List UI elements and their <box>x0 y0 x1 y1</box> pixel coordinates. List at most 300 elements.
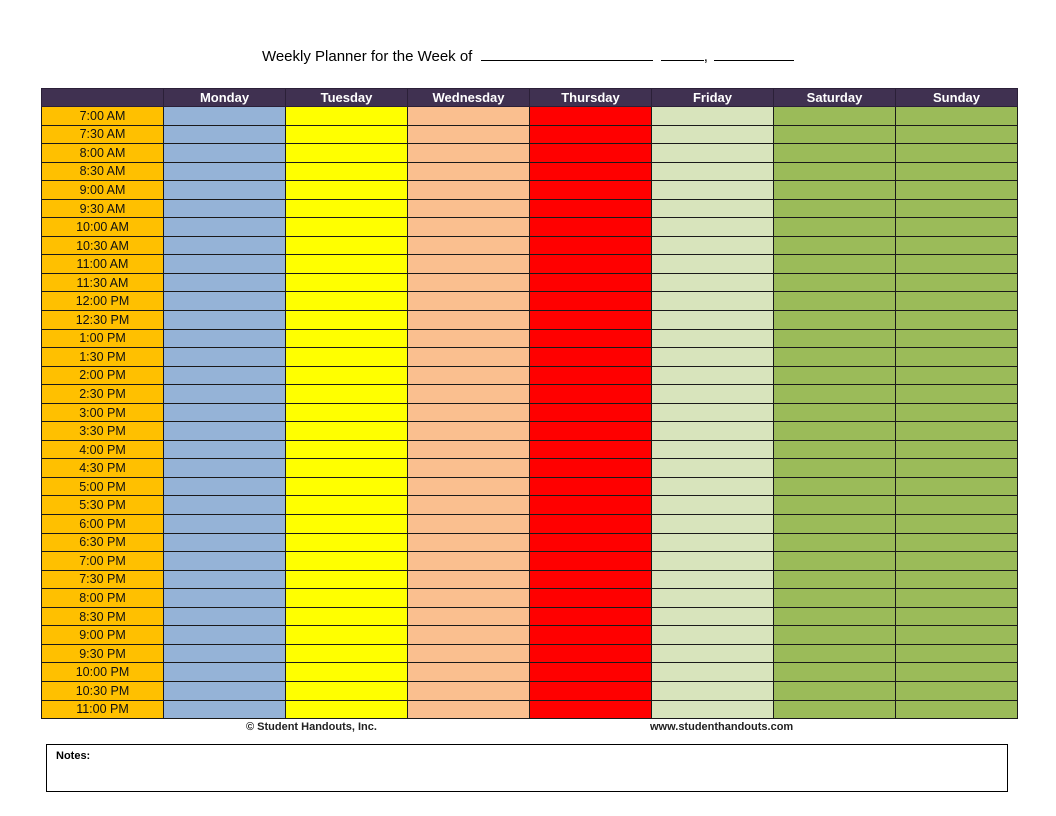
slot-cell-thursday[interactable] <box>530 199 652 218</box>
slot-cell-saturday[interactable] <box>774 162 896 181</box>
time-slot-row <box>42 385 1018 404</box>
slot-cell-thursday[interactable] <box>530 255 652 274</box>
slot-cell-friday[interactable] <box>652 311 774 330</box>
slot-cell-wednesday[interactable] <box>408 366 530 385</box>
time-label: 10:00 PM <box>42 663 164 682</box>
slot-cell-thursday[interactable] <box>530 348 652 367</box>
slot-cell-tuesday[interactable] <box>286 589 408 608</box>
slot-cell-wednesday[interactable] <box>408 292 530 311</box>
slot-cell-wednesday[interactable] <box>408 644 530 663</box>
slot-cell-wednesday[interactable] <box>408 107 530 126</box>
slot-cell-tuesday[interactable] <box>286 515 408 534</box>
slot-cell-saturday[interactable] <box>774 440 896 459</box>
slot-cell-friday[interactable] <box>652 589 774 608</box>
time-slot-row <box>42 626 1018 645</box>
slot-cell-wednesday[interactable] <box>408 626 530 645</box>
slot-cell-sunday[interactable] <box>896 144 1018 163</box>
time-label: 2:00 PM <box>42 366 164 385</box>
slot-cell-wednesday[interactable] <box>408 440 530 459</box>
time-label: 5:00 PM <box>42 477 164 496</box>
slot-cell-friday[interactable] <box>652 663 774 682</box>
slot-cell-wednesday[interactable] <box>408 125 530 144</box>
slot-cell-saturday[interactable] <box>774 199 896 218</box>
slot-cell-saturday[interactable] <box>774 125 896 144</box>
slot-cell-sunday[interactable] <box>896 385 1018 404</box>
slot-cell-friday[interactable] <box>652 515 774 534</box>
slot-cell-tuesday[interactable] <box>286 385 408 404</box>
slot-cell-tuesday[interactable] <box>286 218 408 237</box>
slot-cell-saturday[interactable] <box>774 144 896 163</box>
slot-cell-sunday[interactable] <box>896 681 1018 700</box>
slot-cell-saturday[interactable] <box>774 515 896 534</box>
slot-cell-thursday[interactable] <box>530 292 652 311</box>
slot-cell-tuesday[interactable] <box>286 236 408 255</box>
slot-cell-thursday[interactable] <box>530 311 652 330</box>
slot-cell-thursday[interactable] <box>530 496 652 515</box>
slot-cell-wednesday[interactable] <box>408 144 530 163</box>
time-label: 10:30 AM <box>42 236 164 255</box>
slot-cell-tuesday[interactable] <box>286 366 408 385</box>
slot-cell-wednesday[interactable] <box>408 329 530 348</box>
slot-cell-saturday[interactable] <box>774 181 896 200</box>
slot-cell-sunday[interactable] <box>896 422 1018 441</box>
slot-cell-wednesday[interactable] <box>408 311 530 330</box>
slot-cell-sunday[interactable] <box>896 292 1018 311</box>
time-slot-row <box>42 107 1018 126</box>
slot-cell-saturday[interactable] <box>774 292 896 311</box>
slot-cell-wednesday[interactable] <box>408 459 530 478</box>
slot-cell-friday[interactable] <box>652 496 774 515</box>
time-slot-row <box>42 292 1018 311</box>
slot-cell-monday[interactable] <box>164 199 286 218</box>
slot-cell-monday[interactable] <box>164 515 286 534</box>
slot-cell-monday[interactable] <box>164 496 286 515</box>
slot-cell-sunday[interactable] <box>896 311 1018 330</box>
slot-cell-friday[interactable] <box>652 626 774 645</box>
slot-cell-tuesday[interactable] <box>286 644 408 663</box>
time-label: 8:00 AM <box>42 144 164 163</box>
slot-cell-thursday[interactable] <box>530 273 652 292</box>
slot-cell-friday[interactable] <box>652 700 774 719</box>
slot-cell-sunday[interactable] <box>896 440 1018 459</box>
slot-cell-sunday[interactable] <box>896 496 1018 515</box>
header-row <box>42 89 1018 107</box>
slot-cell-wednesday[interactable] <box>408 589 530 608</box>
slot-cell-thursday[interactable] <box>530 607 652 626</box>
slot-cell-wednesday[interactable] <box>408 515 530 534</box>
slot-cell-tuesday[interactable] <box>286 162 408 181</box>
slot-cell-saturday[interactable] <box>774 311 896 330</box>
slot-cell-tuesday[interactable] <box>286 199 408 218</box>
slot-cell-tuesday[interactable] <box>286 477 408 496</box>
slot-cell-friday[interactable] <box>652 477 774 496</box>
slot-cell-saturday[interactable] <box>774 273 896 292</box>
slot-cell-monday[interactable] <box>164 366 286 385</box>
slot-cell-thursday[interactable] <box>530 422 652 441</box>
time-slot-row <box>42 144 1018 163</box>
slot-cell-thursday[interactable] <box>530 589 652 608</box>
time-label: 1:00 PM <box>42 329 164 348</box>
slot-cell-thursday[interactable] <box>530 459 652 478</box>
slot-cell-thursday[interactable] <box>530 181 652 200</box>
day-header-monday: Monday <box>164 89 286 107</box>
slot-cell-saturday[interactable] <box>774 107 896 126</box>
slot-cell-thursday[interactable] <box>530 144 652 163</box>
time-slot-row <box>42 515 1018 534</box>
slot-cell-wednesday[interactable] <box>408 385 530 404</box>
notes-label: Notes: <box>56 750 91 762</box>
slot-cell-tuesday[interactable] <box>286 422 408 441</box>
time-label: 7:30 PM <box>42 570 164 589</box>
slot-cell-thursday[interactable] <box>530 515 652 534</box>
day-header-thursday: Thursday <box>530 89 652 107</box>
time-slot-row <box>42 663 1018 682</box>
slot-cell-thursday[interactable] <box>530 626 652 645</box>
slot-cell-monday[interactable] <box>164 348 286 367</box>
slot-cell-friday[interactable] <box>652 199 774 218</box>
time-slot-row <box>42 681 1018 700</box>
slot-cell-friday[interactable] <box>652 570 774 589</box>
slot-cell-saturday[interactable] <box>774 366 896 385</box>
slot-cell-monday[interactable] <box>164 552 286 571</box>
slot-cell-tuesday[interactable] <box>286 292 408 311</box>
slot-cell-sunday[interactable] <box>896 218 1018 237</box>
time-slot-row <box>42 273 1018 292</box>
slot-cell-saturday[interactable] <box>774 329 896 348</box>
slot-cell-wednesday[interactable] <box>408 348 530 367</box>
slot-cell-thursday[interactable] <box>530 440 652 459</box>
slot-cell-wednesday[interactable] <box>408 552 530 571</box>
slot-cell-sunday[interactable] <box>896 515 1018 534</box>
time-slot-row <box>42 533 1018 552</box>
slot-cell-friday[interactable] <box>652 218 774 237</box>
slot-cell-tuesday[interactable] <box>286 533 408 552</box>
time-label: 6:30 PM <box>42 533 164 552</box>
slot-cell-saturday[interactable] <box>774 236 896 255</box>
slot-cell-tuesday[interactable] <box>286 329 408 348</box>
slot-cell-sunday[interactable] <box>896 663 1018 682</box>
time-label: 12:00 PM <box>42 292 164 311</box>
page-title <box>0 46 1056 65</box>
slot-cell-friday[interactable] <box>652 292 774 311</box>
slot-cell-monday[interactable] <box>164 403 286 422</box>
slot-cell-thursday[interactable] <box>530 477 652 496</box>
time-label: 8:30 AM <box>42 162 164 181</box>
slot-cell-saturday[interactable] <box>774 700 896 719</box>
slot-cell-thursday[interactable] <box>530 663 652 682</box>
slot-cell-sunday[interactable] <box>896 644 1018 663</box>
title-separator: , <box>703 48 708 65</box>
slot-cell-monday[interactable] <box>164 385 286 404</box>
slot-cell-thursday[interactable] <box>530 552 652 571</box>
time-label: 7:30 AM <box>42 125 164 144</box>
day-header-friday: Friday <box>652 89 774 107</box>
slot-cell-wednesday[interactable] <box>408 403 530 422</box>
slot-cell-friday[interactable] <box>652 236 774 255</box>
time-slot-row <box>42 644 1018 663</box>
slot-cell-wednesday[interactable] <box>408 700 530 719</box>
time-label: 4:00 PM <box>42 440 164 459</box>
time-label: 11:00 AM <box>42 255 164 274</box>
slot-cell-thursday[interactable] <box>530 644 652 663</box>
slot-cell-thursday[interactable] <box>530 107 652 126</box>
slot-cell-monday[interactable] <box>164 329 286 348</box>
slot-cell-sunday[interactable] <box>896 107 1018 126</box>
slot-cell-friday[interactable] <box>652 348 774 367</box>
slot-cell-saturday[interactable] <box>774 626 896 645</box>
slot-cell-wednesday[interactable] <box>408 607 530 626</box>
slot-cell-monday[interactable] <box>164 162 286 181</box>
time-label: 4:30 PM <box>42 459 164 478</box>
time-slot-row <box>42 700 1018 719</box>
slot-cell-saturday[interactable] <box>774 496 896 515</box>
slot-cell-tuesday[interactable] <box>286 144 408 163</box>
slot-cell-monday[interactable] <box>164 422 286 441</box>
slot-cell-friday[interactable] <box>652 552 774 571</box>
slot-cell-friday[interactable] <box>652 422 774 441</box>
slot-cell-monday[interactable] <box>164 218 286 237</box>
time-slot-row <box>42 218 1018 237</box>
slot-cell-tuesday[interactable] <box>286 570 408 589</box>
slot-cell-tuesday[interactable] <box>286 348 408 367</box>
slot-cell-tuesday[interactable] <box>286 403 408 422</box>
website-link[interactable]: www.studenthandouts.com <box>650 721 794 733</box>
slot-cell-friday[interactable] <box>652 181 774 200</box>
slot-cell-sunday[interactable] <box>896 552 1018 571</box>
slot-cell-wednesday[interactable] <box>408 218 530 237</box>
slot-cell-thursday[interactable] <box>530 570 652 589</box>
slot-cell-thursday[interactable] <box>530 385 652 404</box>
slot-cell-friday[interactable] <box>652 255 774 274</box>
time-label: 9:30 AM <box>42 199 164 218</box>
time-label: 3:00 PM <box>42 403 164 422</box>
time-slot-row <box>42 570 1018 589</box>
slot-cell-tuesday[interactable] <box>286 311 408 330</box>
slot-cell-tuesday[interactable] <box>286 125 408 144</box>
slot-cell-sunday[interactable] <box>896 459 1018 478</box>
slot-cell-wednesday[interactable] <box>408 422 530 441</box>
slot-cell-monday[interactable] <box>164 311 286 330</box>
slot-cell-wednesday[interactable] <box>408 477 530 496</box>
slot-cell-saturday[interactable] <box>774 348 896 367</box>
slot-cell-monday[interactable] <box>164 181 286 200</box>
slot-cell-sunday[interactable] <box>896 162 1018 181</box>
notes-box[interactable] <box>46 744 1008 792</box>
slot-cell-monday[interactable] <box>164 440 286 459</box>
slot-cell-saturday[interactable] <box>774 607 896 626</box>
time-label: 9:30 PM <box>42 644 164 663</box>
slot-cell-sunday[interactable] <box>896 477 1018 496</box>
slot-cell-monday[interactable] <box>164 681 286 700</box>
time-label: 8:30 PM <box>42 607 164 626</box>
slot-cell-thursday[interactable] <box>530 533 652 552</box>
slot-cell-monday[interactable] <box>164 273 286 292</box>
time-slot-row <box>42 366 1018 385</box>
slot-cell-wednesday[interactable] <box>408 255 530 274</box>
slot-cell-saturday[interactable] <box>774 422 896 441</box>
slot-cell-saturday[interactable] <box>774 403 896 422</box>
time-label: 2:30 PM <box>42 385 164 404</box>
slot-cell-wednesday[interactable] <box>408 199 530 218</box>
slot-cell-sunday[interactable] <box>896 589 1018 608</box>
slot-cell-monday[interactable] <box>164 477 286 496</box>
slot-cell-friday[interactable] <box>652 385 774 404</box>
slot-cell-monday[interactable] <box>164 570 286 589</box>
day-header-tuesday: Tuesday <box>286 89 408 107</box>
slot-cell-wednesday[interactable] <box>408 181 530 200</box>
slot-cell-tuesday[interactable] <box>286 552 408 571</box>
slot-cell-sunday[interactable] <box>896 403 1018 422</box>
slot-cell-wednesday[interactable] <box>408 681 530 700</box>
slot-cell-friday[interactable] <box>652 273 774 292</box>
slot-cell-thursday[interactable] <box>530 218 652 237</box>
slot-cell-thursday[interactable] <box>530 329 652 348</box>
time-label: 7:00 PM <box>42 552 164 571</box>
slot-cell-saturday[interactable] <box>774 663 896 682</box>
slot-cell-sunday[interactable] <box>896 273 1018 292</box>
slot-cell-monday[interactable] <box>164 644 286 663</box>
slot-cell-friday[interactable] <box>652 125 774 144</box>
time-label: 11:30 AM <box>42 273 164 292</box>
day-header-wednesday: Wednesday <box>408 89 530 107</box>
slot-cell-friday[interactable] <box>652 607 774 626</box>
slot-cell-tuesday[interactable] <box>286 459 408 478</box>
slot-cell-thursday[interactable] <box>530 125 652 144</box>
slot-cell-saturday[interactable] <box>774 589 896 608</box>
slot-cell-wednesday[interactable] <box>408 533 530 552</box>
slot-cell-sunday[interactable] <box>896 366 1018 385</box>
time-slot-row <box>42 459 1018 478</box>
slot-cell-saturday[interactable] <box>774 644 896 663</box>
slot-cell-friday[interactable] <box>652 329 774 348</box>
time-label: 10:30 PM <box>42 681 164 700</box>
day-blank-field[interactable] <box>661 46 704 61</box>
slot-cell-monday[interactable] <box>164 459 286 478</box>
slot-cell-thursday[interactable] <box>530 236 652 255</box>
slot-cell-sunday[interactable] <box>896 236 1018 255</box>
slot-cell-monday[interactable] <box>164 700 286 719</box>
slot-cell-saturday[interactable] <box>774 681 896 700</box>
slot-cell-tuesday[interactable] <box>286 107 408 126</box>
slot-cell-sunday[interactable] <box>896 199 1018 218</box>
slot-cell-sunday[interactable] <box>896 626 1018 645</box>
slot-cell-sunday[interactable] <box>896 255 1018 274</box>
slot-cell-thursday[interactable] <box>530 681 652 700</box>
slot-cell-monday[interactable] <box>164 255 286 274</box>
slot-cell-monday[interactable] <box>164 626 286 645</box>
time-slot-row <box>42 422 1018 441</box>
slot-cell-sunday[interactable] <box>896 348 1018 367</box>
time-slot-row <box>42 403 1018 422</box>
slot-cell-monday[interactable] <box>164 292 286 311</box>
slot-cell-thursday[interactable] <box>530 366 652 385</box>
slot-cell-monday[interactable] <box>164 663 286 682</box>
time-label: 6:00 PM <box>42 515 164 534</box>
slot-cell-tuesday[interactable] <box>286 700 408 719</box>
slot-cell-sunday[interactable] <box>896 533 1018 552</box>
slot-cell-friday[interactable] <box>652 533 774 552</box>
slot-cell-friday[interactable] <box>652 459 774 478</box>
time-slot-row <box>42 607 1018 626</box>
slot-cell-tuesday[interactable] <box>286 255 408 274</box>
slot-cell-thursday[interactable] <box>530 162 652 181</box>
slot-cell-monday[interactable] <box>164 144 286 163</box>
slot-cell-saturday[interactable] <box>774 552 896 571</box>
slot-cell-sunday[interactable] <box>896 570 1018 589</box>
time-slot-row <box>42 552 1018 571</box>
slot-cell-wednesday[interactable] <box>408 663 530 682</box>
slot-cell-sunday[interactable] <box>896 181 1018 200</box>
slot-cell-monday[interactable] <box>164 125 286 144</box>
slot-cell-thursday[interactable] <box>530 403 652 422</box>
day-header-sunday: Sunday <box>896 89 1018 107</box>
slot-cell-wednesday[interactable] <box>408 273 530 292</box>
slot-cell-monday[interactable] <box>164 107 286 126</box>
slot-cell-friday[interactable] <box>652 366 774 385</box>
slot-cell-tuesday[interactable] <box>286 496 408 515</box>
slot-cell-friday[interactable] <box>652 162 774 181</box>
slot-cell-saturday[interactable] <box>774 218 896 237</box>
time-slot-row <box>42 477 1018 496</box>
slot-cell-tuesday[interactable] <box>286 663 408 682</box>
slot-cell-tuesday[interactable] <box>286 273 408 292</box>
slot-cell-monday[interactable] <box>164 236 286 255</box>
slot-cell-wednesday[interactable] <box>408 570 530 589</box>
slot-cell-sunday[interactable] <box>896 125 1018 144</box>
planner-body <box>42 107 1018 719</box>
slot-cell-saturday[interactable] <box>774 570 896 589</box>
slot-cell-tuesday[interactable] <box>286 607 408 626</box>
slot-cell-wednesday[interactable] <box>408 236 530 255</box>
slot-cell-sunday[interactable] <box>896 700 1018 719</box>
time-label: 7:00 AM <box>42 107 164 126</box>
time-header <box>42 89 164 107</box>
time-label: 10:00 AM <box>42 218 164 237</box>
slot-cell-wednesday[interactable] <box>408 162 530 181</box>
slot-cell-tuesday[interactable] <box>286 440 408 459</box>
slot-cell-friday[interactable] <box>652 644 774 663</box>
slot-cell-friday[interactable] <box>652 403 774 422</box>
time-slot-row <box>42 589 1018 608</box>
year-blank-field[interactable] <box>714 46 794 61</box>
slot-cell-sunday[interactable] <box>896 607 1018 626</box>
slot-cell-wednesday[interactable] <box>408 496 530 515</box>
slot-cell-friday[interactable] <box>652 681 774 700</box>
slot-cell-saturday[interactable] <box>774 385 896 404</box>
slot-cell-saturday[interactable] <box>774 533 896 552</box>
slot-cell-saturday[interactable] <box>774 255 896 274</box>
week-blank-field[interactable] <box>481 46 653 61</box>
slot-cell-friday[interactable] <box>652 107 774 126</box>
time-slot-row <box>42 125 1018 144</box>
slot-cell-monday[interactable] <box>164 607 286 626</box>
time-label: 3:30 PM <box>42 422 164 441</box>
slot-cell-monday[interactable] <box>164 533 286 552</box>
slot-cell-sunday[interactable] <box>896 329 1018 348</box>
time-slot-row <box>42 255 1018 274</box>
slot-cell-thursday[interactable] <box>530 700 652 719</box>
slot-cell-saturday[interactable] <box>774 459 896 478</box>
time-label: 1:30 PM <box>42 348 164 367</box>
slot-cell-friday[interactable] <box>652 440 774 459</box>
slot-cell-saturday[interactable] <box>774 477 896 496</box>
slot-cell-friday[interactable] <box>652 144 774 163</box>
time-label: 12:30 PM <box>42 311 164 330</box>
slot-cell-monday[interactable] <box>164 589 286 608</box>
slot-cell-tuesday[interactable] <box>286 681 408 700</box>
slot-cell-tuesday[interactable] <box>286 626 408 645</box>
slot-cell-tuesday[interactable] <box>286 181 408 200</box>
